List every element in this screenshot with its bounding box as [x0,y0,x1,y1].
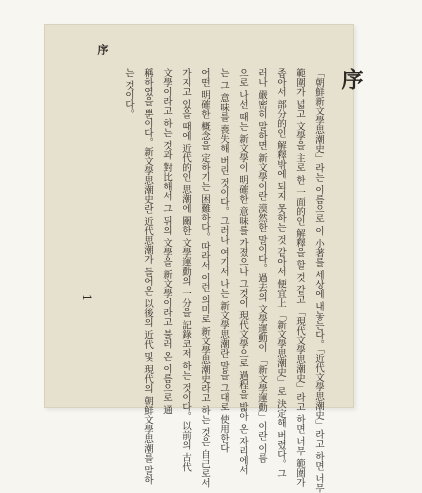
text-line: 稱하였을 뿐이다。新文學思潮史란 近代思潮가 들어온 以後의 近代 및 現代의 朝鮮文學思潮를 말하 [142,68,153,485]
text-line: 어떤 明確한 概念을 定하기는 困難하다。따라서 이런 의미로 新文學思潮史라고 하는 것은 自己로서 [199,68,210,488]
text-line: 가지고 있을 때에 近代的인 思潮에 關한 文學運動의 一分을 記錄코저 하는 것이다。以前의 古代 [180,68,191,472]
page-title: 序 [338,68,364,92]
text-line: 좁아서 部分的인 解釋밖에 되지 못하는 것 같아서 便宜上 「新文學思潮史」로 決定해 버렸다。그 [275,68,286,479]
text-line: 는 그 意味를 喪失해 버린 것이다。그러나 여기서 나는 新文學思潮란 말을 그대로 使用한다 [218,68,229,453]
text-line: 러나 嚴密히 말하면 新文學이란 漠然한 말이다。過去의 文學運動이 「新文學運動」이란 이름 [256,68,267,463]
text-line: 文學이라고 하는 것과 對比해서 그 뒤의 文學을 新文學이라고 불러 온 이름으로 通 [161,68,172,415]
text-line: 範圍가 넓고 文學을 主로 한 一面的인 解釋을 할 것 같고 「現代文學思潮史」라고 하면 너무 範圍가 [294,68,305,488]
vertical-text-block [114,68,328,493]
book-page [44,24,364,493]
page-number: 1 [80,294,93,301]
text-line: 으로 나선 때는 新文學이 明確한 意味를 가졌으나 그것이 現代文學으로 過程을 밟아 온 자리에서 [237,68,248,475]
text-line: 「朝鮮新文學思潮史」라는 이름으로 이 小著를 세상에 내놓는다。「近代文學思潮史」라고 하면 너무 [313,68,324,493]
running-head: 序 [96,44,109,55]
text-line: 는 것이다。 [123,68,134,119]
